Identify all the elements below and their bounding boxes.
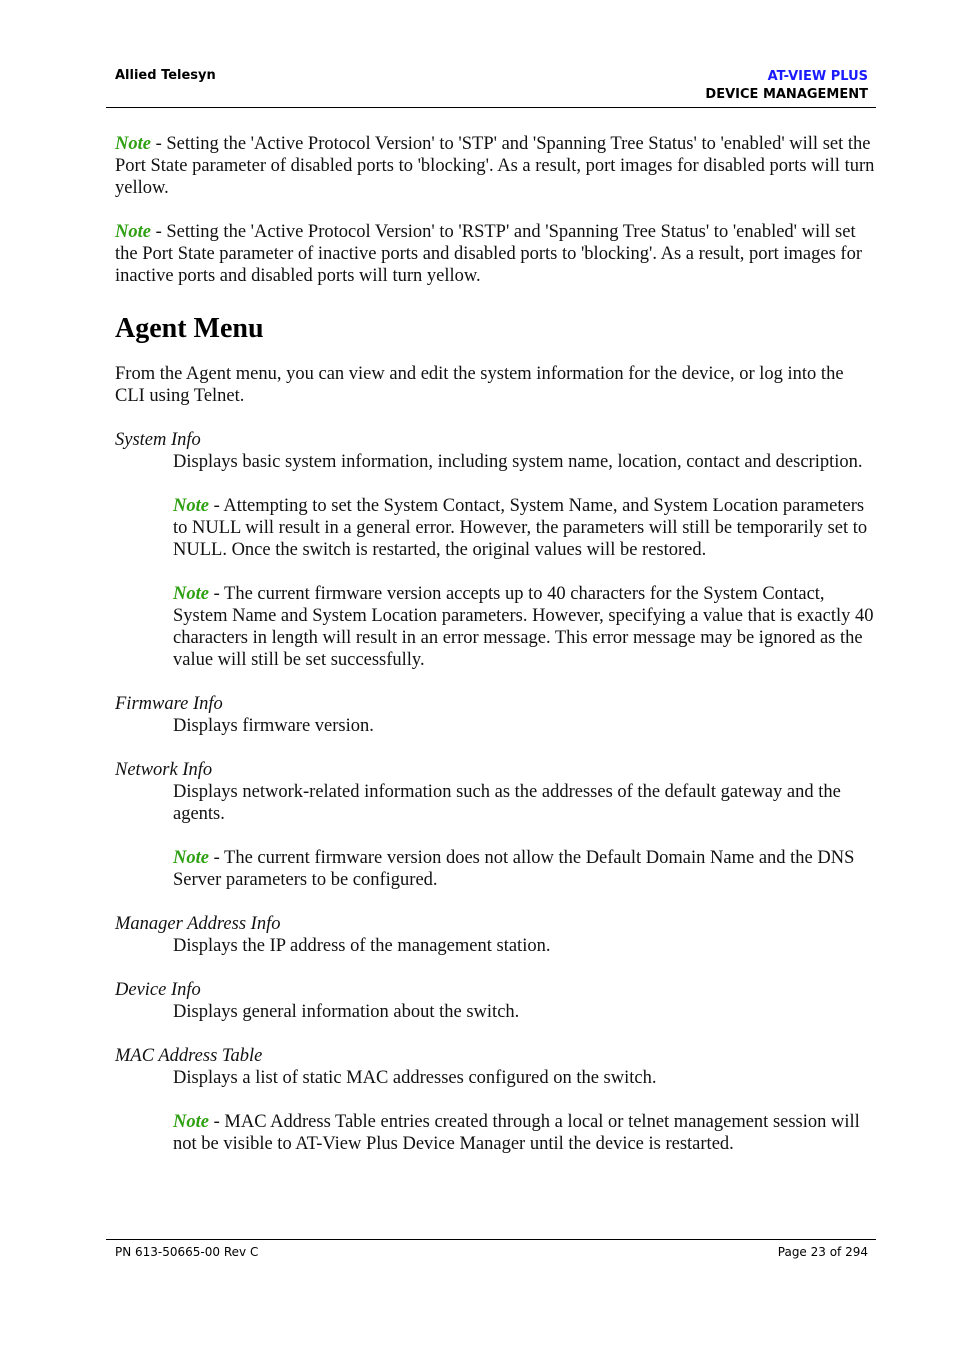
- menu-item-term: Firmware Info: [115, 694, 223, 714]
- menu-item-network-info: [115, 759, 875, 891]
- menu-item-term: Network Info: [115, 760, 213, 780]
- menu-item-system-info: [115, 429, 875, 671]
- note-label: Note: [173, 496, 209, 516]
- page-footer: [106, 1239, 876, 1259]
- note-label: Note: [115, 134, 151, 154]
- page-content: [115, 133, 875, 1155]
- note-text: - Setting the 'Active Protocol Version' to 'STP' and 'Spanning Tree Status' to 'enabled' will set the Port State parameter of disabled ports to 'blocking'. As a result, port images for disabled ports will turn yellow.: [115, 134, 875, 198]
- menu-item-desc: Displays a list of static MAC addresses configured on the switch.: [173, 1068, 657, 1088]
- menu-item-desc: Displays network-related information such as the addresses of the default gateway and the agents.: [173, 782, 841, 824]
- note-paragraph: [173, 1111, 875, 1155]
- menu-item-device-info: [115, 979, 875, 1023]
- note-label: Note: [173, 1112, 209, 1132]
- menu-item-term: MAC Address Table: [115, 1046, 263, 1066]
- menu-item-mac-address-table: [115, 1045, 875, 1155]
- note-label: Note: [173, 584, 209, 604]
- note-paragraph: [173, 583, 875, 671]
- page-number: Page 23 of 294: [777, 1245, 868, 1259]
- note-paragraph: [115, 221, 875, 287]
- menu-item-term: Manager Address Info: [115, 914, 281, 934]
- note-text: - The current firmware version does not allow the Default Domain Name and the DNS Server parameters to be configured.: [173, 848, 855, 890]
- menu-item-desc: Displays basic system information, including system name, location, contact and description.: [173, 452, 863, 472]
- menu-item-manager-address-info: [115, 913, 875, 957]
- product-name: AT-VIEW PLUS: [767, 69, 868, 84]
- menu-item-term: System Info: [115, 430, 201, 450]
- intro-paragraph: From the Agent menu, you can view and edit the system information for the device, or log into the CLI using Telnet.: [115, 364, 844, 406]
- section-name: DEVICE MANAGEMENT: [705, 87, 868, 102]
- menu-item-desc: Displays the IP address of the management station.: [173, 936, 551, 956]
- menu-item-desc: Displays general information about the switch.: [173, 1002, 520, 1022]
- note-label: Note: [173, 848, 209, 868]
- note-paragraph: [115, 133, 875, 199]
- note-text: - The current firmware version accepts up to 40 characters for the System Contact, System Name and System Location parameters. However, specifying a value that is exactly 40 characters in length will result in an error message. This error message may be ignored as the value will still be set successfully.: [173, 584, 874, 670]
- note-text: - Setting the 'Active Protocol Version' to 'RSTP' and 'Spanning Tree Status' to 'enabled' will set the Port State parameter of inactive ports and disabled ports to 'blocking'. As a result, port images for inactive ports and disabled ports will turn yellow.: [115, 222, 863, 286]
- menu-item-term: Device Info: [115, 980, 201, 1000]
- menu-item-desc: Displays firmware version.: [173, 716, 374, 736]
- menu-item-firmware-info: [115, 693, 875, 737]
- note-text: - MAC Address Table entries created through a local or telnet management session will not be visible to AT-View Plus Device Manager until the device is restarted.: [173, 1112, 860, 1154]
- note-text: - Attempting to set the System Contact, System Name, and System Location parameters to NULL will result in a general error. However, the parameters will still be temporarily set to NULL. Once the switch is restarted, the original values will be restored.: [173, 496, 868, 560]
- note-paragraph: [173, 847, 875, 891]
- part-number: PN 613-50665-00 Rev C: [115, 1245, 259, 1259]
- company-name: Allied Telesyn: [115, 68, 216, 83]
- section-heading: Agent Menu: [115, 313, 264, 344]
- note-label: Note: [115, 222, 151, 242]
- note-paragraph: [173, 495, 875, 561]
- header-right: [705, 68, 868, 104]
- page-header: [106, 64, 876, 108]
